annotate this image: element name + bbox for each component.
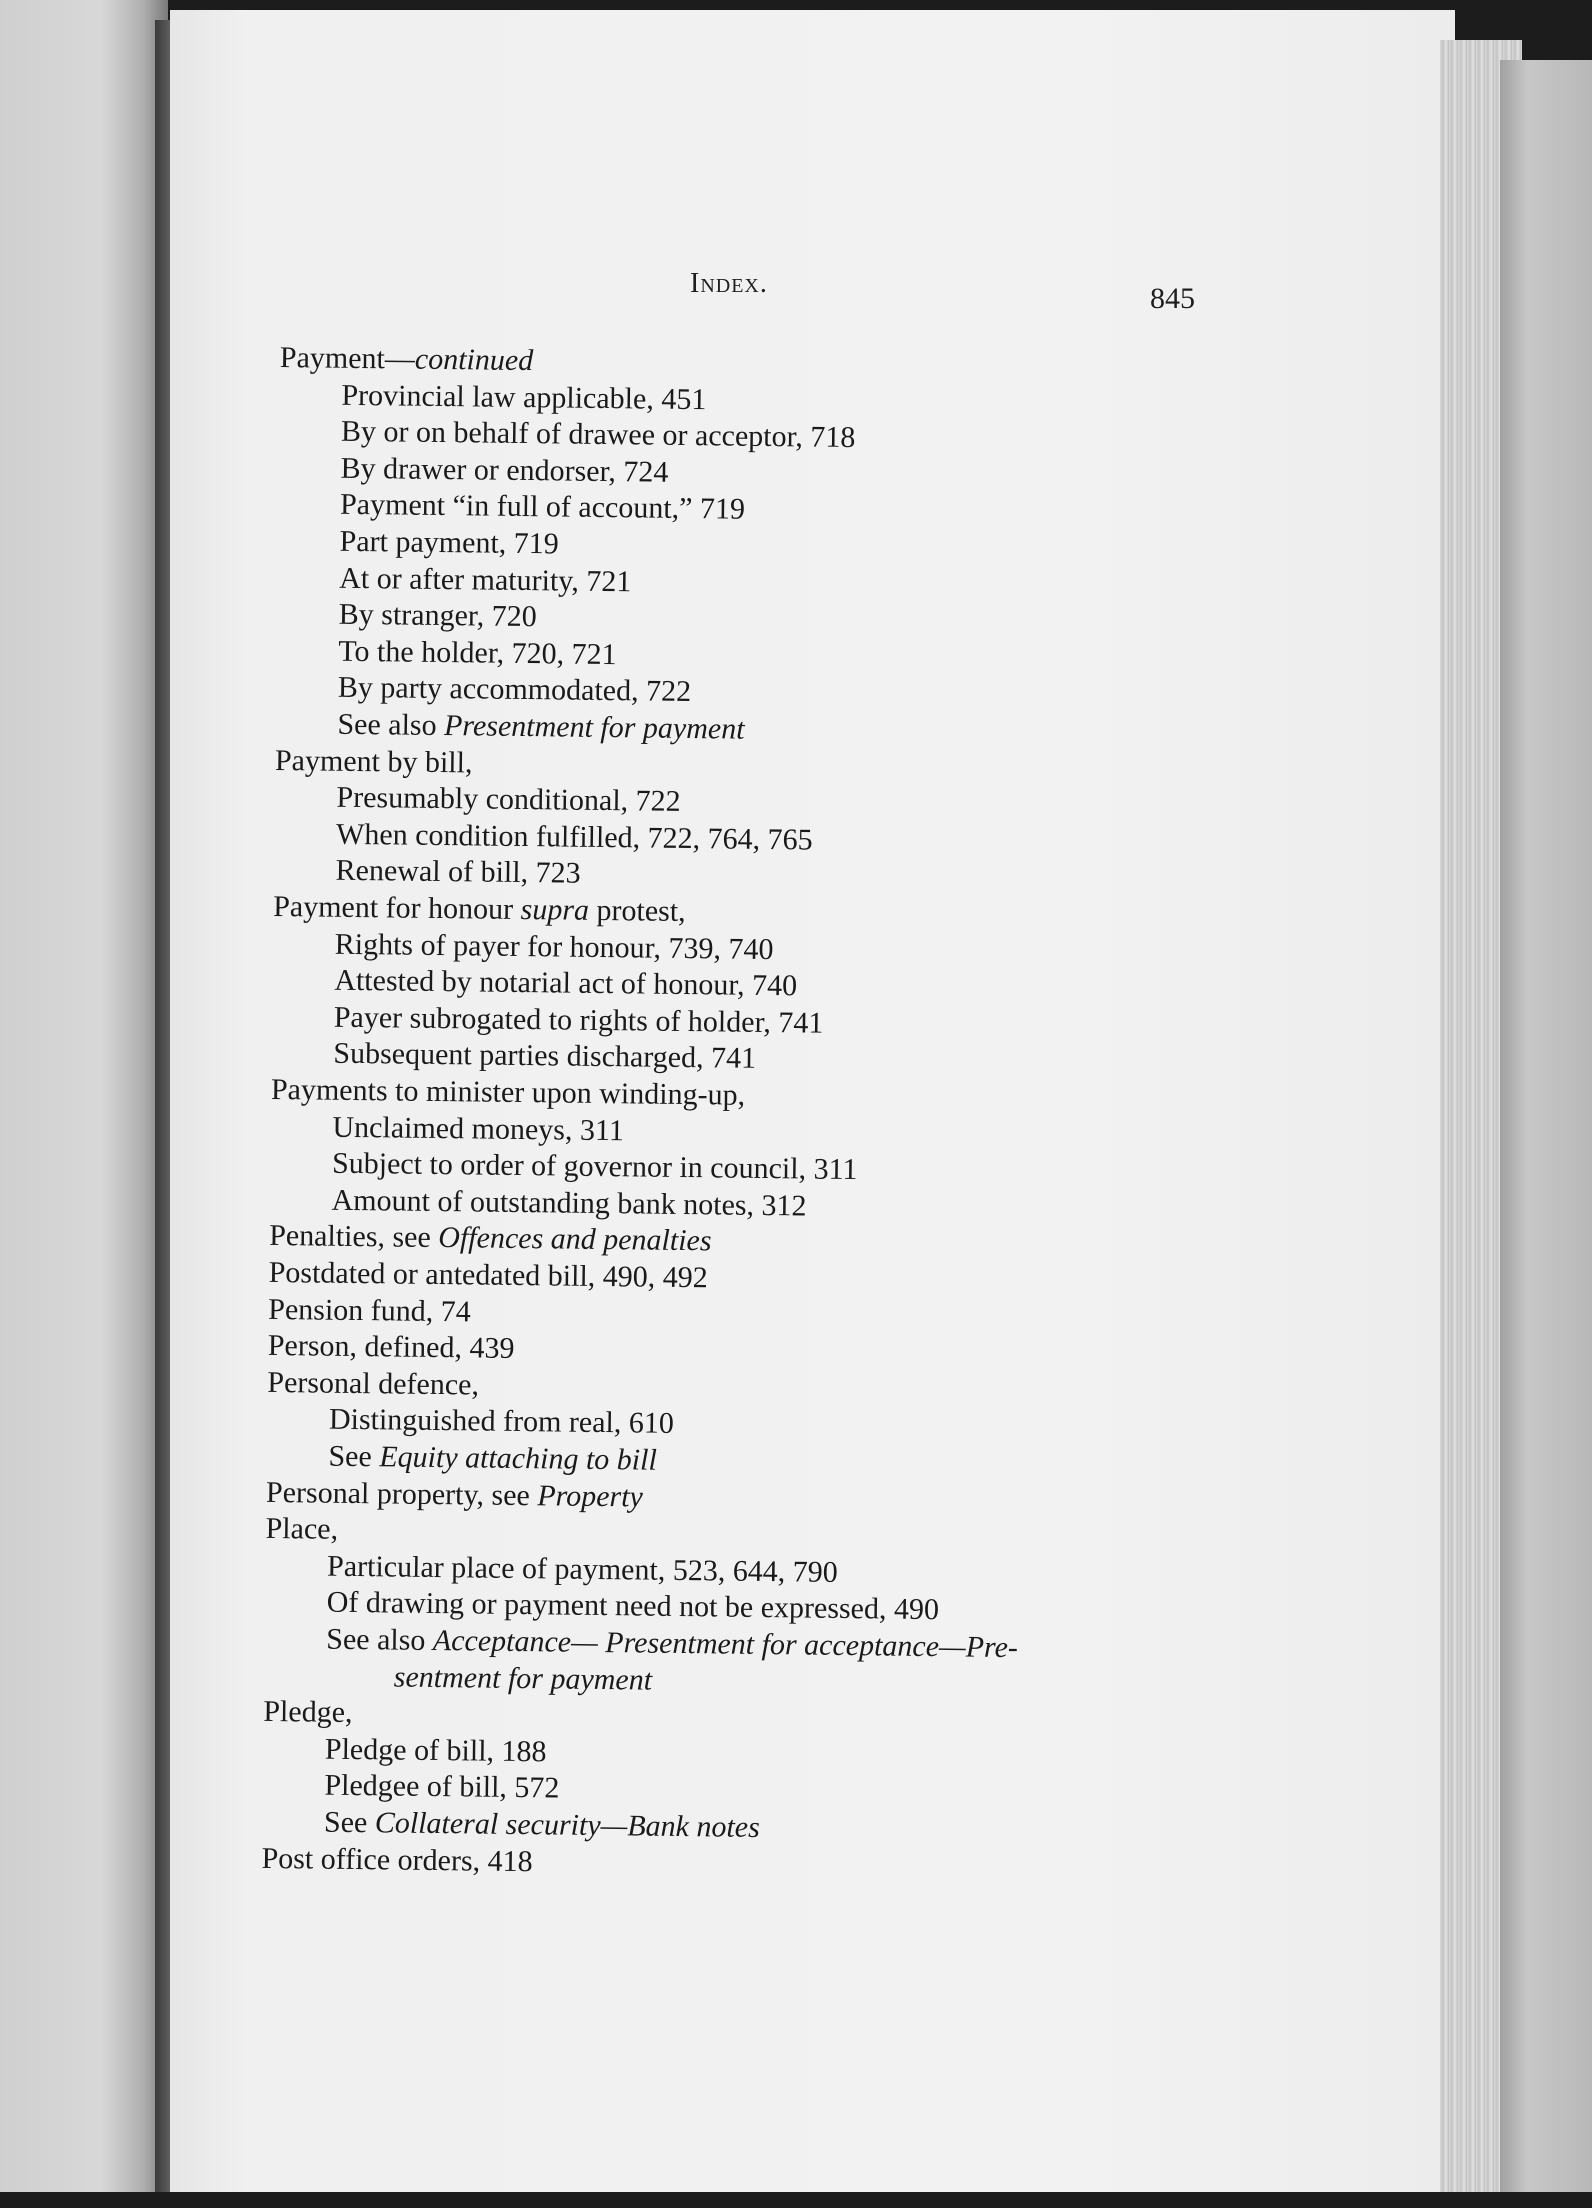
entry-text: Subsequent parties discharged, 741: [333, 1037, 756, 1075]
index-subentry: [328, 1439, 657, 1479]
entry-italic-reference: Acceptance— Presentment for acceptance—Pre-: [433, 1624, 1018, 1664]
index-subentry: [339, 524, 559, 563]
entry-text: Unclaimed moneys, 311: [332, 1110, 624, 1147]
entry-text: When condition fulfilled, 722, 764, 765: [336, 818, 813, 857]
entry-italic-reference: Presentment for payment: [444, 709, 745, 746]
index-subentry: [334, 963, 797, 1005]
index-subentry: [339, 597, 537, 635]
index-subentry: [335, 926, 774, 967]
index-entry: [265, 1511, 338, 1548]
index-subentry: [329, 1402, 674, 1442]
entry-text: Provincial law applicable, 451: [341, 378, 706, 415]
index-subentry: [340, 451, 668, 491]
entry-text: Pledge of bill, 188: [325, 1732, 547, 1768]
index-subentry: [394, 1659, 653, 1698]
index-subentry: [340, 487, 745, 528]
entry-text: Pledgee of bill, 572: [324, 1769, 559, 1805]
entry-italic-reference: Collateral security—Bank notes: [375, 1806, 760, 1844]
entry-text: Postdated or antedated bill, 490, 492: [269, 1256, 708, 1294]
entry-text: Payment—: [280, 341, 415, 376]
index-subentry: [341, 377, 706, 417]
entry-text: Penalties, see: [269, 1219, 439, 1254]
entry-text: To the holder, 720, 721: [338, 635, 617, 671]
entry-text: Payer subrogated to rights of holder, 741: [334, 1001, 824, 1040]
entry-text: Personal defence,: [267, 1366, 479, 1402]
index-subentry: [324, 1805, 760, 1846]
index-subentry: [336, 817, 813, 859]
entry-tail: protest,: [589, 894, 686, 928]
entry-text: Person, defined, 439: [268, 1329, 515, 1365]
index-subentry: [339, 560, 632, 600]
entry-text: At or after maturity, 721: [339, 561, 632, 598]
index-entry: [269, 1255, 709, 1296]
entry-text: Subject to order of governor in council, 311: [332, 1147, 858, 1186]
index-entry: [263, 1694, 353, 1731]
index-subentry: [327, 1548, 838, 1590]
entry-italic-reference: Equity attaching to bill: [379, 1440, 657, 1476]
entry-text: See: [324, 1806, 375, 1840]
index-entry: [268, 1292, 471, 1330]
entry-text: Of drawing or payment need not be expressed, 490: [326, 1586, 939, 1626]
index-subentry: [332, 1109, 624, 1149]
entry-text: See: [328, 1440, 379, 1474]
entry-text: Post office orders, 418: [261, 1841, 532, 1877]
entry-text: By stranger, 720: [339, 598, 537, 633]
entry-text: Pledge,: [263, 1695, 353, 1729]
index-entry: [268, 1328, 515, 1367]
index-entry: [269, 1218, 712, 1259]
index-subentry: [332, 1146, 858, 1188]
index-subentry: [337, 707, 745, 748]
index-subentry: [336, 780, 681, 820]
index-subentry: [333, 1036, 756, 1077]
entry-italic-reference: Property: [537, 1479, 643, 1513]
entry-text: Rights of payer for honour, 739, 740: [335, 927, 774, 965]
index-subentry: [338, 634, 617, 673]
entry-italic-reference: supra: [520, 893, 589, 927]
entry-italic-reference: sentment for payment: [394, 1660, 653, 1696]
index-subentry: [341, 414, 856, 456]
entry-text: Renewal of bill, 723: [335, 854, 580, 890]
entry-text: See also: [337, 708, 444, 742]
index-subentry: [331, 1182, 806, 1224]
entry-text: Part payment, 719: [339, 525, 559, 561]
index-entry: [261, 1840, 532, 1879]
entry-text: Presumably conditional, 722: [336, 781, 681, 818]
entry-text: By or on behalf of drawee or acceptor, 718: [341, 415, 856, 454]
entry-text: See also: [326, 1623, 433, 1657]
index-entry: [275, 743, 473, 781]
entry-text: Attested by notarial act of honour, 740: [334, 964, 797, 1003]
index-entry: [273, 889, 686, 930]
entry-text: Payment for honour: [273, 890, 521, 926]
entry-text: Pension fund, 74: [268, 1293, 471, 1328]
entry-text: By party accommodated, 722: [338, 671, 692, 708]
index-subentry: [324, 1768, 559, 1807]
page-number: 845: [1150, 282, 1195, 316]
entry-text: Payments to minister upon winding-up,: [271, 1073, 746, 1112]
index-entry: [271, 1072, 746, 1114]
index-subentry: [334, 1000, 824, 1042]
entry-text: Payment by bill,: [275, 744, 473, 779]
entry-text: Amount of outstanding bank notes, 312: [331, 1183, 806, 1222]
entry-italic-reference: Offences and penalties: [438, 1221, 712, 1257]
entry-text: Particular place of payment, 523, 644, 790: [327, 1549, 838, 1588]
index-subentry: [325, 1731, 547, 1770]
index-subentry: [338, 670, 692, 710]
entry-text: By drawer or endorser, 724: [340, 452, 668, 489]
entry-italic-reference: continued: [415, 343, 534, 377]
index-entry: [280, 340, 534, 379]
index-subentry: [335, 853, 580, 892]
index-entry: [266, 1475, 643, 1516]
index-entry: [267, 1365, 479, 1404]
entry-text: Personal property, see: [266, 1476, 538, 1512]
entry-text: Payment “in full of account,” 719: [340, 488, 745, 526]
running-header-title: Index.: [690, 268, 768, 300]
entry-text: Distinguished from real, 610: [329, 1403, 674, 1440]
entry-text: Place,: [265, 1512, 338, 1546]
